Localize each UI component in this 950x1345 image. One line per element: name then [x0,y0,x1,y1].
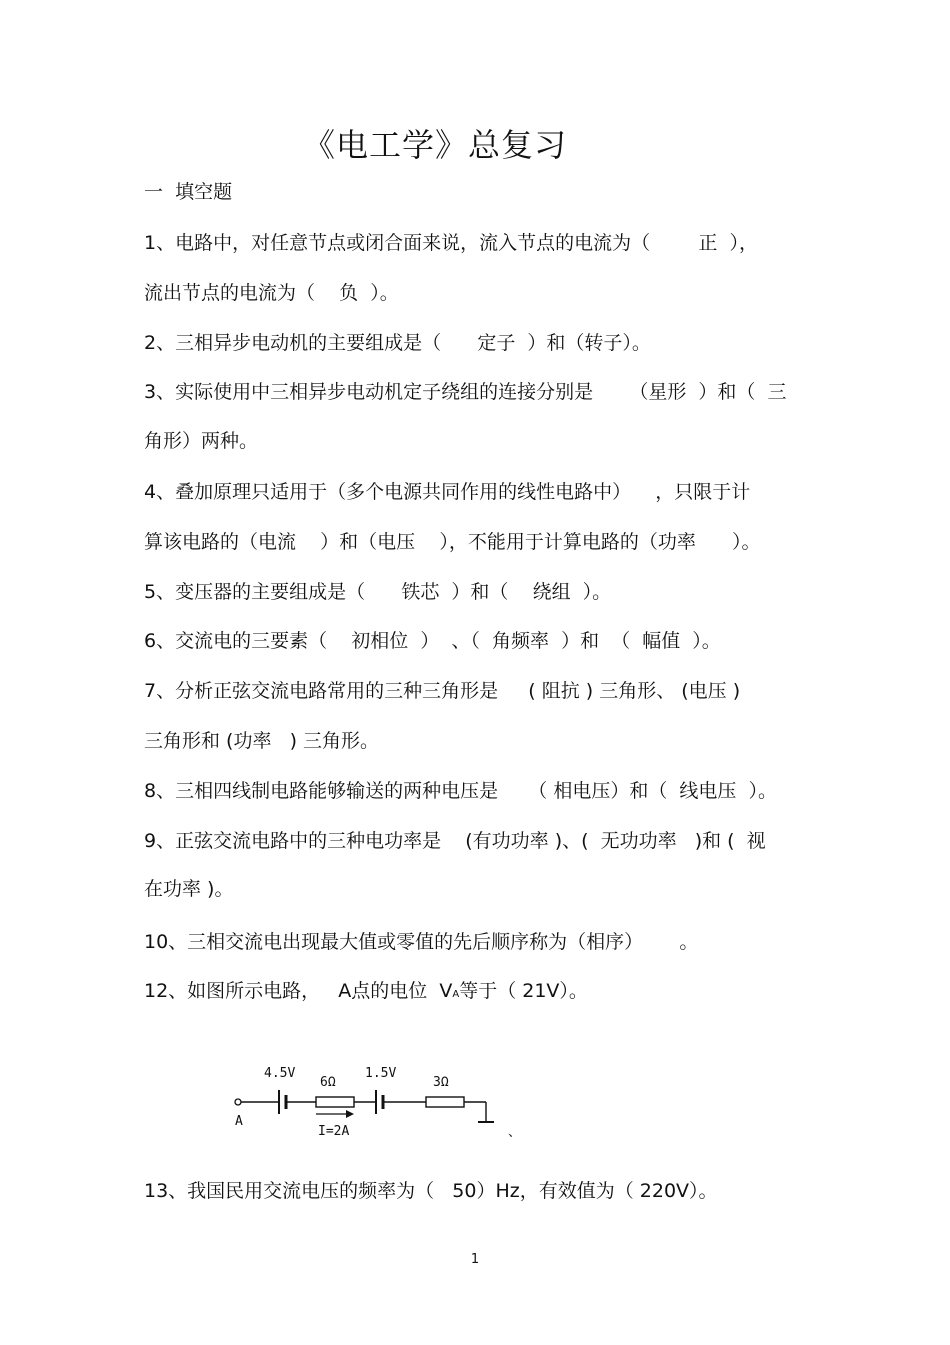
resistor-1 [316,1097,354,1107]
question-line: 流出节点的电流为（ 负 ）。 [144,282,399,304]
question-line: 3、实际使用中三相异步电动机定子绕组的连接分别是 （星形 ）和（ 三 [144,381,787,403]
question-line: 在功率 )。 [144,878,234,900]
terminal-a-label: A [235,1114,243,1129]
question-line-12 [144,977,588,1009]
question-line: 9、正弦交流电路中的三种电功率是 (有功功率 )、( 无功功率 )和 ( 视 [144,830,766,852]
question-line: 算该电路的（电流 ）和（电压 ），不能用于计算电路的（功率 ）。 [144,531,761,553]
question-line: 角形）两种。 [144,430,259,452]
current-label: I=2A [318,1124,350,1139]
question-line: 8、三相四线制电路能够输送的两种电压是 （ 相电压）和（ 线电压 ）。 [144,780,777,802]
resistor-1-label: 6Ω [320,1075,336,1090]
resistor-2-label: 3Ω [433,1075,449,1090]
current-arrow-head [346,1110,354,1118]
terminal-node [235,1099,241,1105]
page-title: 《电工学》总复习 [302,126,567,164]
question-line: 4、叠加原理只适用于（多个电源共同作用的线性电路中） ，只限于计 [144,481,751,503]
question-line: 10、三相交流电出现最大值或零值的先后顺序称为（相序） 。 [144,931,699,953]
circuit-diagram [228,1058,528,1148]
section-heading: 一 填空题 [144,181,233,203]
question-line: 三角形和 (功率 ) 三角形。 [144,730,380,752]
page-number: 1 [470,1252,480,1267]
question-line: 5、变压器的主要组成是（ 铁芯 ）和（ 绕组 ）。 [144,581,612,603]
source-1-label: 4.5V [264,1066,296,1081]
source-2-label: 1.5V [365,1066,397,1081]
q12-prefix: 12、如图所示电路， A点的电位 V [144,980,453,1002]
resistor-2 [426,1097,464,1107]
question-line: 2、三相异步电动机的主要组成是（ 定子 ）和（转子）。 [144,332,651,354]
question-line-13: 13、我国民用交流电压的频率为（ 50）Hz，有效值为（ 220V）。 [144,1180,718,1202]
q12-subscript: A [452,989,460,1000]
question-line: 7、分析正弦交流电路常用的三种三角形是 ( 阻抗 ) 三角形、 (电压 ) [144,680,741,702]
question-line: 1、电路中，对任意节点或闭合面来说，流入节点的电流为（ 正 ）， [144,232,758,254]
question-line: 6、交流电的三要素（ 初相位 ） 、（ 角频率 ）和 （ 幅值 ）。 [144,630,721,652]
trailing-mark: 、 [508,1125,522,1140]
q12-suffix: 等于（ 21V）。 [459,980,588,1002]
